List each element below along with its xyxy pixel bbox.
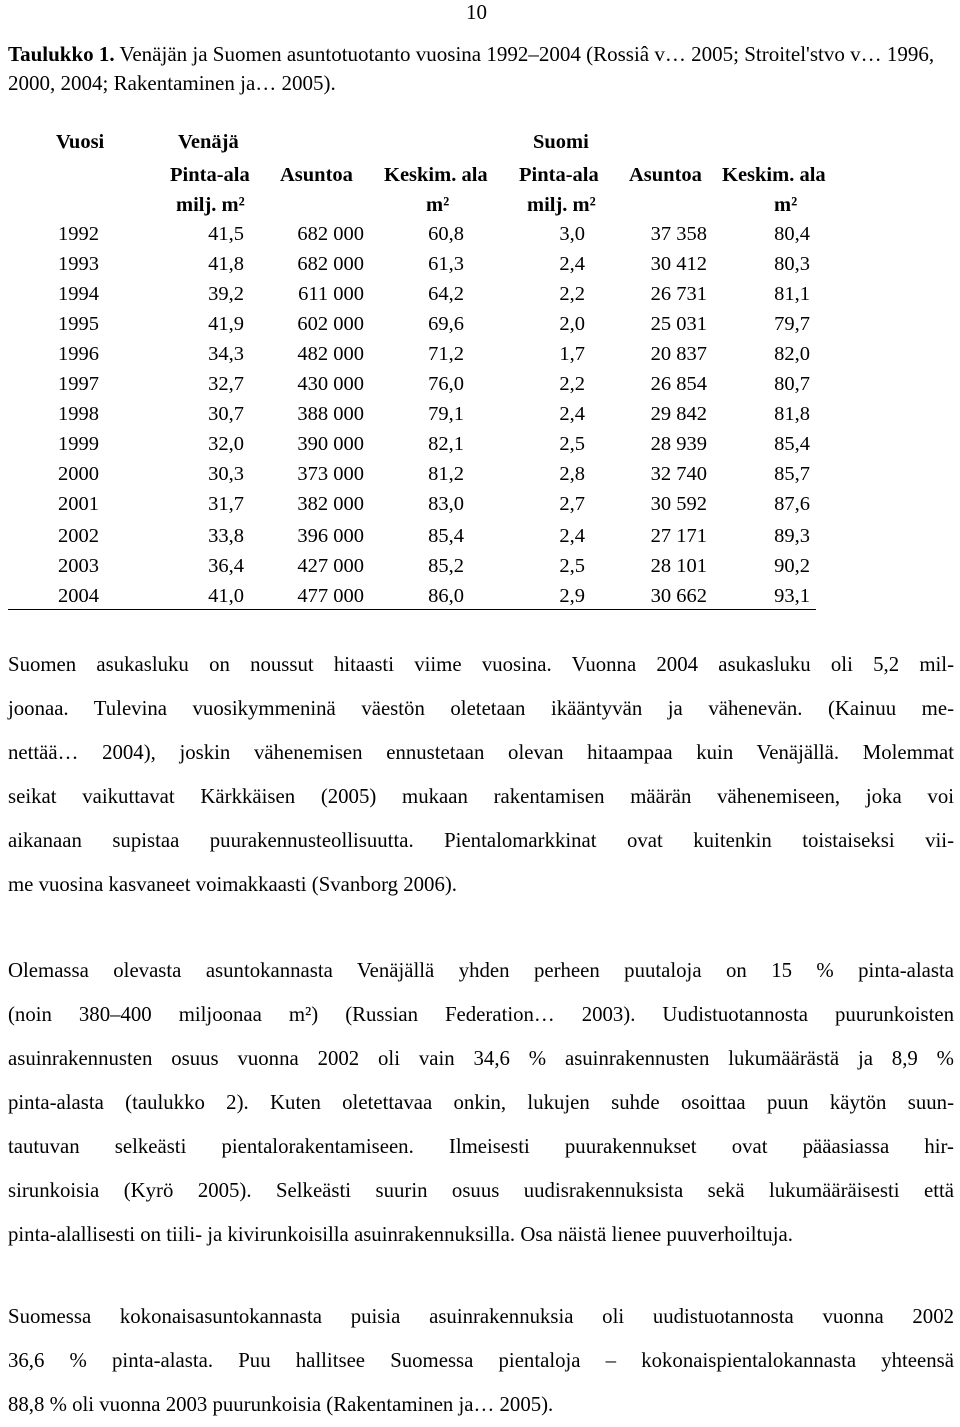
cell-year: 1994	[58, 283, 99, 305]
cell-fi-apartments: 37 358	[650, 223, 707, 245]
cell-year: 2000	[58, 463, 99, 485]
header-ru-apartments: Asuntoa	[280, 164, 353, 186]
paragraph-line: pinta-alasta (taulukko 2). Kuten oletettavaa onkin, lukujen suhde osoittaa puun käytön suun-	[8, 1091, 954, 1114]
cell-ru-apartments: 396 000	[297, 525, 364, 547]
header-fi-avg: Keskim. ala	[722, 164, 826, 186]
header-russia: Venäjä	[178, 131, 239, 153]
cell-fi-apartments: 30 662	[650, 585, 707, 607]
header-fi-avg-unit: m²	[774, 194, 798, 216]
cell-fi-avg: 81,8	[774, 403, 810, 425]
cell-fi-apartments: 26 731	[650, 283, 707, 305]
paragraph-line: (noin 380–400 miljoonaa m²) (Russian Federation… 2003). Uudistuotannosta puurunkoisten	[8, 1003, 954, 1026]
cell-year: 2001	[58, 493, 99, 515]
cell-fi-area: 2,5	[559, 433, 585, 455]
cell-ru-avg: 60,8	[428, 223, 464, 245]
cell-ru-area: 30,7	[208, 403, 244, 425]
paragraph-line: aikanaan supistaa puurakennusteollisuutta. Pientalomarkkinat ovat kuitenkin toistaiseksi vii-	[8, 829, 954, 852]
cell-ru-apartments: 482 000	[297, 343, 364, 365]
caption-label: Taulukko 1.	[8, 42, 115, 66]
table-bottom-rule	[8, 609, 816, 610]
cell-fi-area: 2,2	[559, 373, 585, 395]
cell-ru-area: 39,2	[208, 283, 244, 305]
cell-ru-area: 34,3	[208, 343, 244, 365]
header-finland: Suomi	[533, 131, 589, 153]
cell-fi-avg: 89,3	[774, 525, 810, 547]
cell-fi-area: 2,8	[559, 463, 585, 485]
cell-fi-area: 2,2	[559, 283, 585, 305]
header-fi-area-unit: milj. m²	[527, 194, 596, 216]
cell-fi-area: 2,7	[559, 493, 585, 515]
cell-fi-avg: 82,0	[774, 343, 810, 365]
cell-ru-avg: 71,2	[428, 343, 464, 365]
cell-year: 2002	[58, 525, 99, 547]
cell-ru-avg: 83,0	[428, 493, 464, 515]
cell-ru-area: 41,5	[208, 223, 244, 245]
paragraph-line: Suomen asukasluku on noussut hitaasti viime vuosina. Vuonna 2004 asukasluku oli 5,2 mil-	[8, 653, 954, 676]
cell-fi-apartments: 30 592	[650, 493, 707, 515]
page-number: 10	[466, 0, 487, 24]
cell-ru-apartments: 390 000	[297, 433, 364, 455]
cell-fi-avg: 85,4	[774, 433, 810, 455]
cell-ru-avg: 86,0	[428, 585, 464, 607]
cell-ru-area: 30,3	[208, 463, 244, 485]
cell-ru-apartments: 682 000	[297, 253, 364, 275]
cell-ru-area: 33,8	[208, 525, 244, 547]
cell-ru-avg: 85,2	[428, 555, 464, 577]
caption-text: Venäjän ja Suomen asuntotuotanto vuosina 1992–2004 (Rossiâ v… 2005; Stroitel'stvo v… 1996, 2000, 2004; Rakentaminen ja… 2005).	[8, 42, 935, 95]
cell-ru-area: 41,8	[208, 253, 244, 275]
paragraph	[8, 643, 954, 907]
paragraph-line: 88,8 % oli vuonna 2003 puurunkoisia (Rakentaminen ja… 2005).	[8, 1393, 554, 1416]
cell-ru-avg: 82,1	[428, 433, 464, 455]
cell-fi-avg: 80,7	[774, 373, 810, 395]
cell-ru-avg: 64,2	[428, 283, 464, 305]
cell-ru-apartments: 682 000	[297, 223, 364, 245]
cell-ru-apartments: 602 000	[297, 313, 364, 335]
cell-ru-apartments: 477 000	[297, 585, 364, 607]
cell-year: 1992	[58, 223, 99, 245]
cell-fi-avg: 80,3	[774, 253, 810, 275]
cell-year: 1996	[58, 343, 99, 365]
cell-fi-area: 2,4	[559, 253, 585, 275]
paragraph-line: seikat vaikuttavat Kärkkäisen (2005) mukaan rakentamisen määrän vähenemiseen, joka voi	[8, 785, 954, 808]
cell-fi-avg: 85,7	[774, 463, 810, 485]
paragraph	[8, 949, 954, 1257]
cell-ru-area: 31,7	[208, 493, 244, 515]
cell-ru-apartments: 611 000	[298, 283, 364, 305]
header-ru-avg-unit: m²	[426, 194, 450, 216]
cell-year: 2004	[58, 585, 99, 607]
paragraph-line: me vuosina kasvaneet voimakkaasti (Svanborg 2006).	[8, 873, 457, 896]
cell-ru-area: 41,0	[208, 585, 244, 607]
cell-ru-avg: 79,1	[428, 403, 464, 425]
cell-fi-area: 2,4	[559, 525, 585, 547]
cell-ru-area: 36,4	[208, 555, 244, 577]
paragraph-line: Olemassa olevasta asuntokannasta Venäjällä yhden perheen puutaloja on 15 % pinta-alasta	[8, 959, 954, 982]
header-fi-area: Pinta-ala	[519, 164, 599, 186]
cell-fi-avg: 81,1	[774, 283, 810, 305]
header-year: Vuosi	[56, 131, 105, 153]
cell-fi-apartments: 26 854	[650, 373, 707, 395]
cell-fi-area: 2,5	[559, 555, 585, 577]
paragraph-line: pinta-alallisesti on tiili- ja kivirunkoisilla asuinrakennuksilla. Osa näistä lienee puuverhoiltuja.	[8, 1223, 793, 1246]
paragraph-line: 36,6 % pinta-alasta. Puu hallitsee Suomessa pientaloja – kokonaispientalokannasta yhteensä	[8, 1349, 954, 1372]
cell-fi-avg: 79,7	[774, 313, 810, 335]
cell-fi-apartments: 20 837	[650, 343, 707, 365]
cell-year: 1998	[58, 403, 99, 425]
cell-ru-apartments: 388 000	[297, 403, 364, 425]
cell-ru-apartments: 427 000	[297, 555, 364, 577]
cell-ru-avg: 69,6	[428, 313, 464, 335]
paragraph-line: tautuvan selkeästi pientalorakentamiseen. Ilmeisesti puurakennukset ovat pääasiassa hir-	[8, 1135, 954, 1158]
cell-ru-apartments: 382 000	[297, 493, 364, 515]
cell-fi-avg: 87,6	[774, 493, 810, 515]
cell-fi-apartments: 25 031	[650, 313, 707, 335]
cell-ru-avg: 76,0	[428, 373, 464, 395]
cell-year: 1997	[58, 373, 99, 395]
cell-fi-apartments: 27 171	[650, 525, 707, 547]
cell-fi-avg: 93,1	[774, 585, 810, 607]
cell-fi-area: 2,9	[559, 585, 585, 607]
paragraph-line: nettää… 2004), joskin vähenemisen ennustetaan olevan hitaampaa kuin Venäjällä. Molemmat	[8, 741, 954, 764]
cell-fi-apartments: 30 412	[650, 253, 707, 275]
paragraph-line: joonaa. Tulevina vuosikymmeninä väestön oletetaan ikääntyvän ja vähenevän. (Kainuu me-	[8, 697, 954, 720]
cell-ru-avg: 81,2	[428, 463, 464, 485]
cell-ru-area: 32,0	[208, 433, 244, 455]
header-fi-apartments: Asuntoa	[629, 164, 702, 186]
cell-ru-apartments: 373 000	[297, 463, 364, 485]
paragraph	[8, 1295, 954, 1427]
cell-ru-apartments: 430 000	[297, 373, 364, 395]
cell-year: 1995	[58, 313, 99, 335]
cell-fi-avg: 80,4	[774, 223, 810, 245]
paragraph-line: Suomessa kokonaisasuntokannasta puisia asuinrakennuksia oli uudistuotannosta vuonna 2002	[8, 1305, 954, 1328]
cell-fi-apartments: 28 939	[650, 433, 707, 455]
cell-ru-area: 32,7	[208, 373, 244, 395]
cell-fi-area: 2,4	[559, 403, 585, 425]
paragraph-line: asuinrakennusten osuus vuonna 2002 oli vain 34,6 % asuinrakennusten lukumäärästä ja 8,9 %	[8, 1047, 954, 1070]
cell-fi-apartments: 28 101	[650, 555, 707, 577]
cell-fi-area: 3,0	[559, 223, 585, 245]
cell-year: 2003	[58, 555, 99, 577]
header-ru-area: Pinta-ala	[170, 164, 250, 186]
header-ru-area-unit: milj. m²	[176, 194, 245, 216]
cell-ru-area: 41,9	[208, 313, 244, 335]
cell-fi-avg: 90,2	[774, 555, 810, 577]
cell-fi-area: 1,7	[559, 343, 585, 365]
cell-year: 1993	[58, 253, 99, 275]
cell-year: 1999	[58, 433, 99, 455]
cell-ru-avg: 61,3	[428, 253, 464, 275]
cell-fi-apartments: 29 842	[650, 403, 707, 425]
paragraph-line: sirunkoisia (Kyrö 2005). Selkeästi suurin osuus uudisrakennuksista sekä lukumääräisesti että	[8, 1179, 954, 1202]
cell-fi-area: 2,0	[559, 313, 585, 335]
header-ru-avg: Keskim. ala	[384, 164, 488, 186]
cell-fi-apartments: 32 740	[650, 463, 707, 485]
cell-ru-avg: 85,4	[428, 525, 464, 547]
